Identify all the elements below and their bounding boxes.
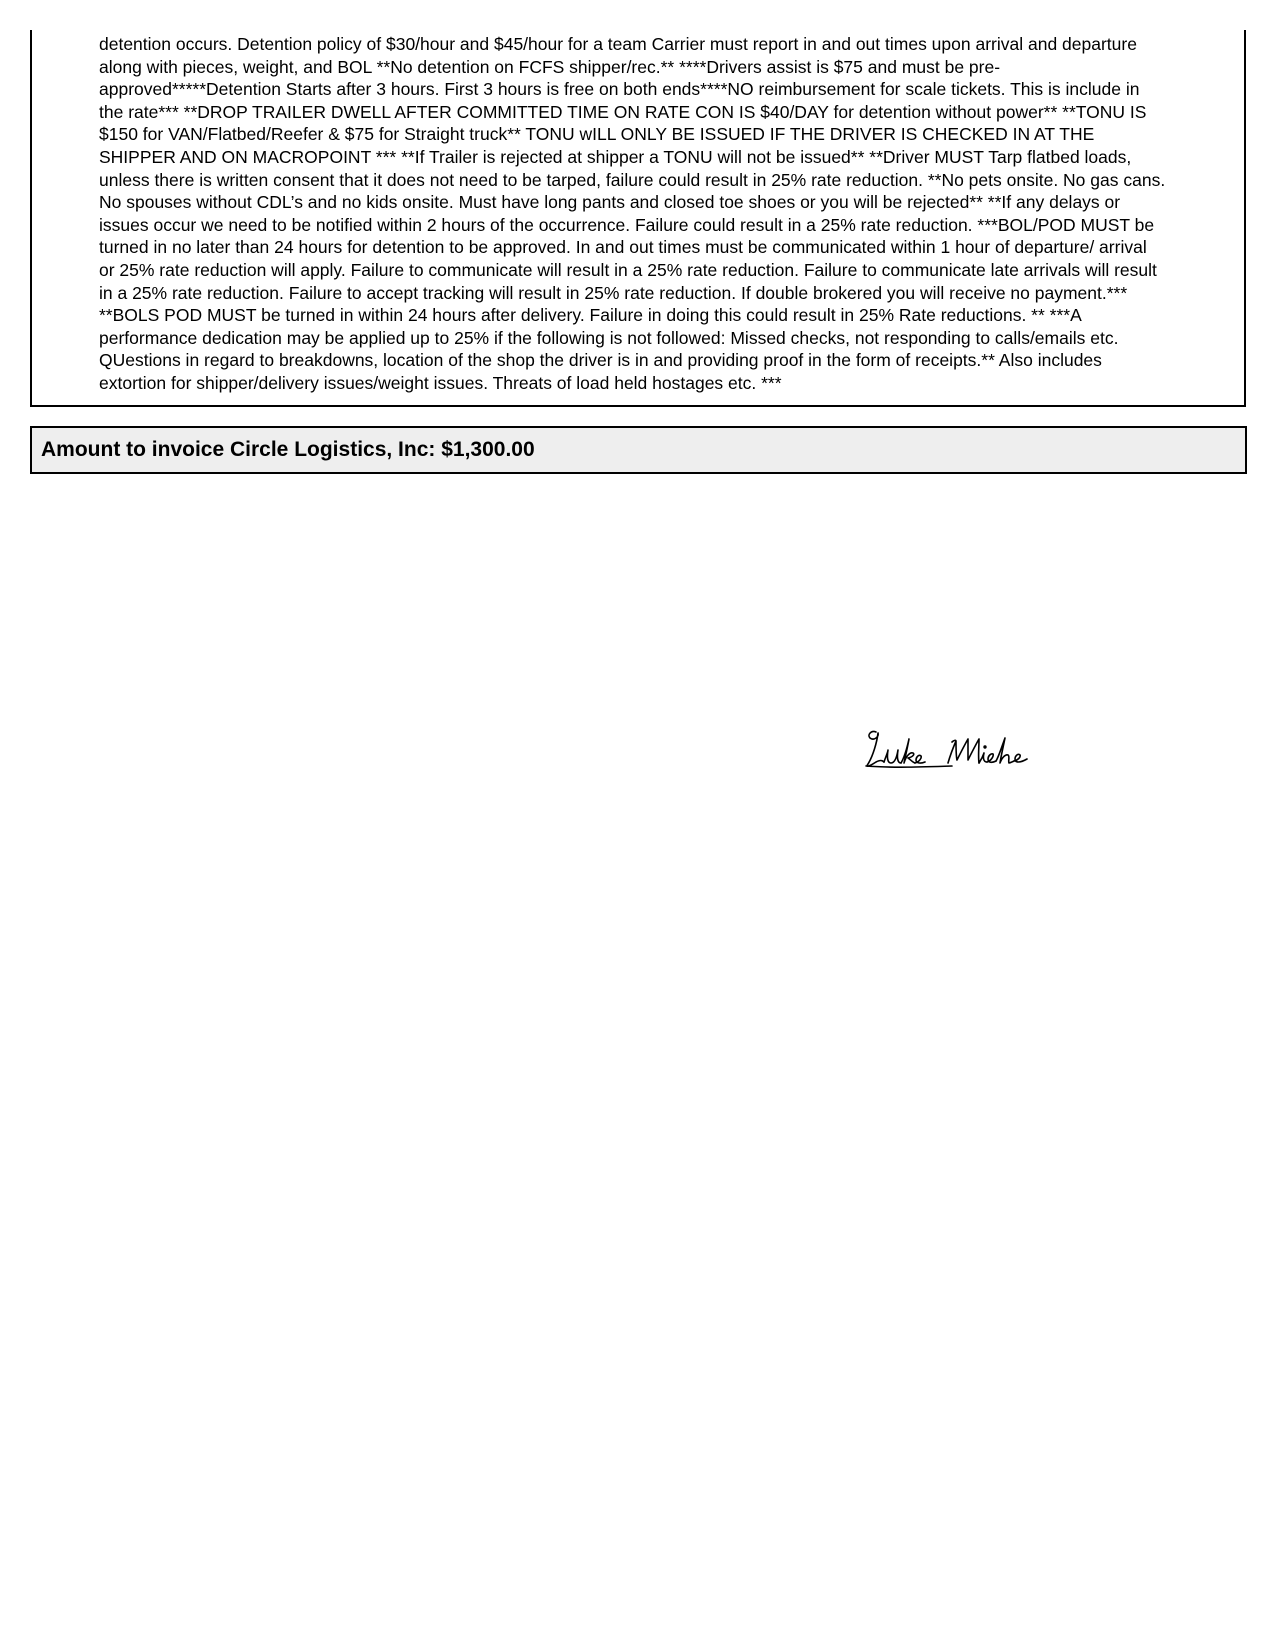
- terms-line: SHIPPER AND ON MACROPOINT *** **If Trailer is rejected at shipper a TONU will not be issued** **Driver MUST Tarp flatbed loads,: [99, 146, 1132, 167]
- terms-line: along with pieces, weight, and BOL **No detention on FCFS shipper/rec.** ****Drivers assist is $75 and must be pre-: [99, 56, 1001, 77]
- terms-line: approved*****Detention Starts after 3 hours. First 3 hours is free on both ends****NO reimbursement for scale tickets. This is include in: [99, 79, 1140, 100]
- terms-line: $150 for VAN/Flatbed/Reefer & $75 for Straight truck** TONU wILL ONLY BE ISSUED IF THE DRIVER IS CHECKED IN AT THE: [99, 124, 1095, 145]
- terms-paragraph: [99, 33, 1165, 395]
- terms-line: the rate*** **DROP TRAILER DWELL AFTER COMMITTED TIME ON RATE CON IS $40/DAY for detention without power** **TONU IS: [99, 101, 1147, 122]
- terms-line: performance dedication may be applied up to 25% if the following is not followed: Missed checks, not responding to calls/emails etc.: [99, 327, 1119, 348]
- invoice-amount-box: [30, 426, 1247, 474]
- terms-line: in a 25% rate reduction. Failure to accept tracking will result in 25% rate reduction. If double brokered you will receive no payment.***: [99, 282, 1128, 303]
- terms-line: or 25% rate reduction will apply. Failure to communicate will result in a 25% rate reduction. Failure to communicate late arrivals will result: [99, 259, 1157, 280]
- terms-line: No spouses without CDL’s and no kids onsite. Must have long pants and closed toe shoes or you will be rejected** **If any delays or: [99, 192, 1121, 213]
- signature-image: [862, 726, 1052, 772]
- invoice-amount-text: Amount to invoice Circle Logistics, Inc: $1,300.00: [41, 438, 535, 461]
- terms-line: turned in no later than 24 hours for detention to be approved. In and out times must be communicated within 1 hour of departure/ arrival: [99, 237, 1147, 258]
- terms-line: QUestions in regard to breakdowns, location of the shop the driver is in and providing proof in the form of receipts.** Also includes: [99, 350, 1102, 371]
- terms-line: extortion for shipper/delivery issues/weight issues. Threats of load held hostages etc. ***: [99, 372, 782, 393]
- terms-line: detention occurs. Detention policy of $30/hour and $45/hour for a team Carrier must report in and out times upon arrival and departure: [99, 34, 1137, 54]
- terms-line: issues occur we need to be notified within 2 hours of the occurrence. Failure could result in a 25% rate reduction. ***BOL/POD MUST be: [99, 214, 1155, 235]
- terms-line: unless there is written consent that it does not need to be tarped, failure could result in 25% rate reduction. **No pets onsite. No gas cans.: [99, 169, 1166, 190]
- terms-line: **BOLS POD MUST be turned in within 24 hours after delivery. Failure in doing this could result in 25% Rate reductions. ** ***A: [99, 305, 1082, 326]
- terms-box: [30, 30, 1246, 407]
